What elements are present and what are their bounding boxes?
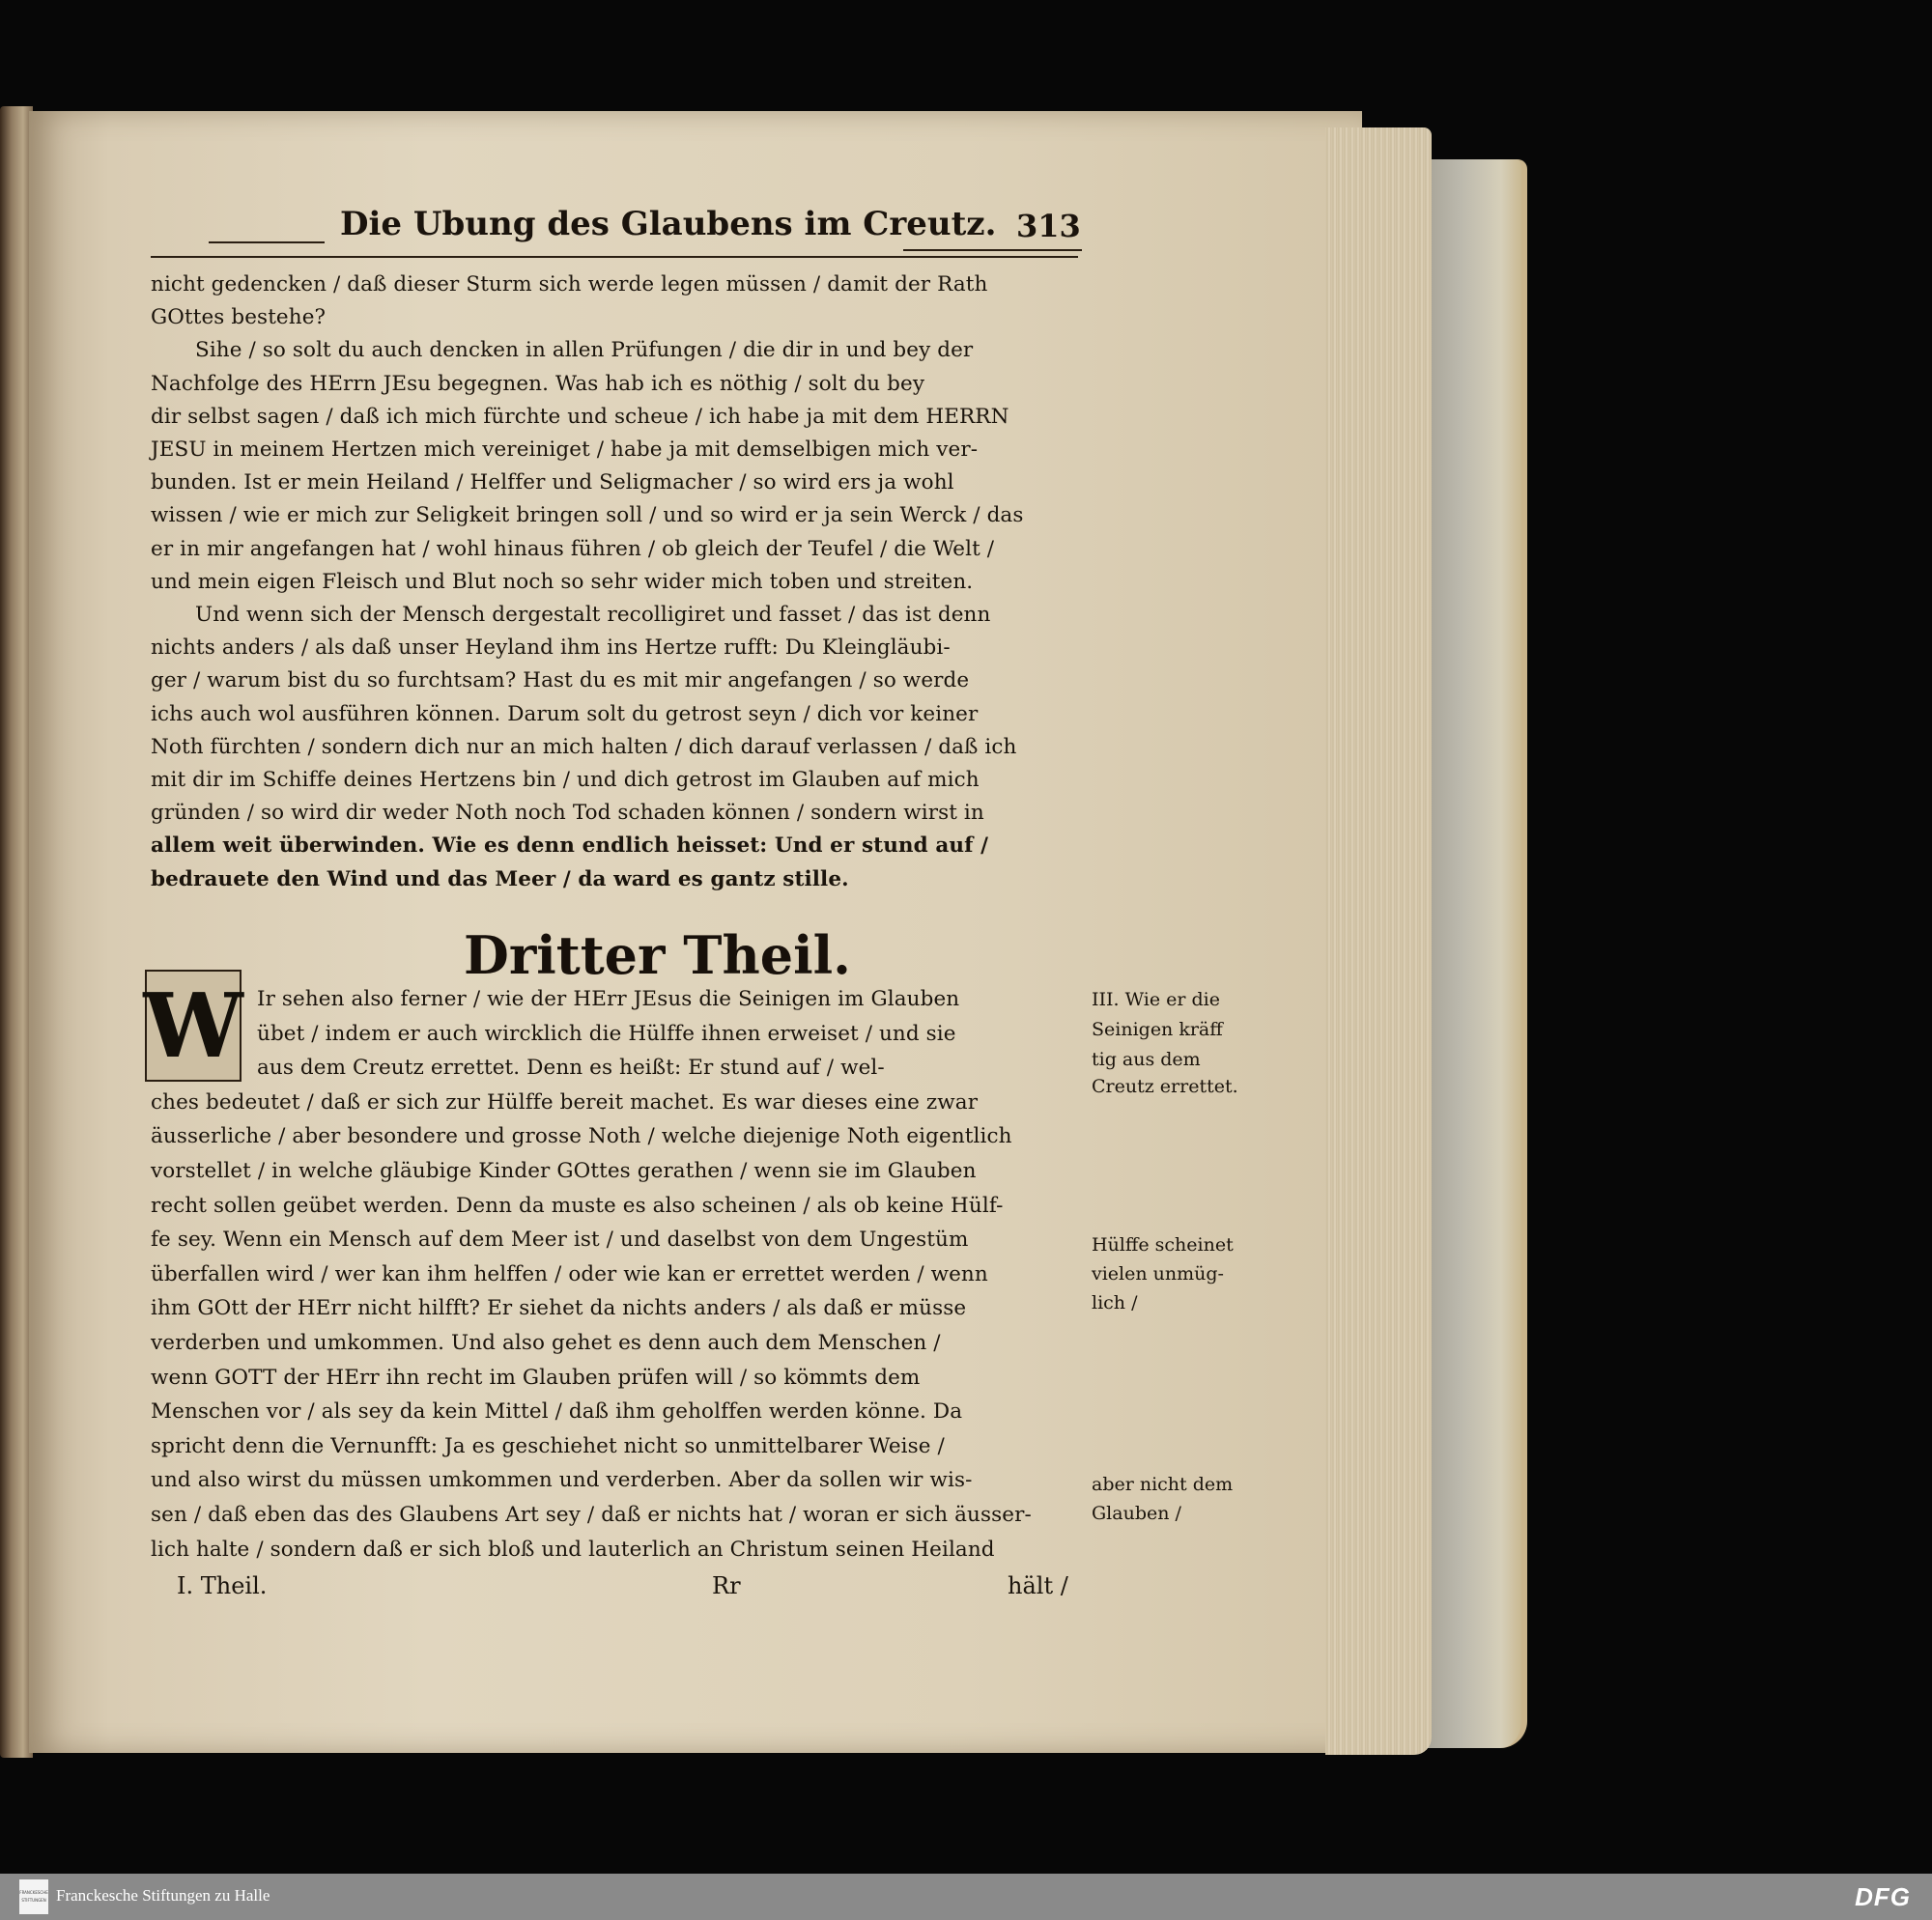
running-title: Die Ubung des Glaubens im Creutz. [340,205,997,243]
margin-note: tig aus dem [1092,1049,1201,1070]
margin-note: Creutz errettet. [1092,1076,1238,1097]
margin-note: III. Wie er die [1092,989,1220,1010]
section-line: verderben und umkommen. Und also gehet es denn auch dem Menschen / [151,1331,941,1355]
header-rule-left [209,241,325,243]
body-line: Sihe / so solt du auch dencken in allen Prüfungen / die dir in und bey der [195,338,974,363]
margin-note: aber nicht dem [1092,1474,1234,1495]
margin-note: lich / [1092,1292,1138,1313]
header-rule-right [903,249,1082,251]
page-block-side [1420,159,1527,1748]
institution-name[interactable]: Franckesche Stiftungen zu Halle [56,1886,270,1905]
margin-note: Glauben / [1092,1503,1181,1524]
section-line: vorstellet / in welche gläubige Kinder GOttes gerathen / wenn sie im Glauben [151,1159,977,1183]
section-line: überfallen wird / wer kan ihm helffen / oder wie kan er errettet werden / wenn [151,1261,988,1286]
body-line: mit dir im Schiffe deines Hertzens bin / und dich getrost im Glauben auf mich [151,768,980,792]
section-line: recht sollen geübet werden. Denn da muste es also scheinen / als ob keine Hülf- [151,1193,1004,1218]
margin-note: Hülffe scheinet [1092,1234,1234,1256]
body-line: ichs auch wol ausführen können. Darum solt du getrost seyn / dich vor keiner [151,701,979,726]
section-line: ches bedeutet / daß er sich zur Hülffe bereit machet. Es war dieses eine zwar [151,1089,979,1115]
section-line: äusserliche / aber besondere und grosse Noth / welche diejenige Noth eigentlich [151,1124,1012,1149]
section-heading: Dritter Theil. [464,924,851,986]
body-line: bedrauete den Wind und das Meer / da ward es gantz stille. [151,866,849,891]
section-line: Menschen vor / als sey da kein Mittel / daß ihm geholffen werden könne. Da [151,1399,963,1425]
section-line: fe sey. Wenn ein Mensch auf dem Meer ist / und daselbst von dem Ungestüm [151,1228,969,1253]
body-line: Noth fürchten / sondern dich nur an mich halten / dich darauf verlassen / daß ich [151,734,1017,759]
body-line: nicht gedencken / daß dieser Sturm sich werde legen müssen / damit der Rath [151,272,988,296]
section-line: lich halte / sondern daß er sich bloß und lauterlich an Christum seinen Heiland [151,1537,995,1562]
body-line: Und wenn sich der Mensch dergestalt recolligiret und fasset / das ist denn [195,603,991,627]
section-line: ihm GOtt der HErr nicht hilfft? Er siehet da nichts anders / als daß er müsse [151,1296,967,1321]
drop-cap: W [145,970,242,1082]
section-line: und also wirst du müssen umkommen und verderben. Aber da sollen wir wis- [151,1468,973,1493]
section-line: sen / daß eben das des Glaubens Art sey / daß er nichts hat / woran er sich äusser- [151,1503,1032,1527]
section-line: Ir sehen also ferner / wie der HErr JEsus die Seinigen im Glauben [257,987,960,1011]
page-number: 313 [1016,208,1081,244]
margin-note: Seinigen kräff [1092,1019,1223,1040]
section-line: wenn GOTT der HErr ihn recht im Glauben prüfen will / so kömmts dem [151,1365,921,1390]
body-line: nichts anders / als daß unser Heyland ihm ins Hertze rufft: Du Kleingläubi- [151,635,951,661]
institution-logo [19,1879,48,1914]
left-page-edge [0,106,33,1758]
body-line: ger / warum bist du so furchtsam? Hast du es mit mir angefangen / so werde [151,668,970,693]
section-line: aus dem Creutz errettet. Denn es heißt: Er stund auf / wel- [257,1056,885,1081]
body-line: gründen / so wird dir weder Noth noch Tod schaden können / sondern wirst in [151,801,984,826]
section-line: spricht denn die Vernunfft: Ja es geschiehet nicht so unmittelbarer Weise / [151,1433,945,1458]
body-line: bunden. Ist er mein Heiland / Helffer und Seligmacher / so wird ers ja wohl [151,470,954,495]
body-line: und mein eigen Fleisch und Blut noch so sehr wider mich toben und streiten. [151,569,974,594]
footer-bar [0,1874,1932,1920]
logo-text-1: FRANCKESCHE [19,1890,48,1895]
body-line: dir selbst sagen / daß ich mich fürchte und scheue / ich habe ja mit dem HERRN [151,404,1009,429]
signature-mark: Rr [712,1572,741,1599]
body-line: er in mir angefangen hat / wohl hinaus führen / ob gleich der Teufel / die Welt / [151,536,995,561]
page-fore-edge [1325,127,1432,1755]
body-line: JESU in meinem Hertzen mich vereiniget / habe ja mit demselbigen mich ver- [151,438,979,462]
dfg-logo[interactable]: DFG [1855,1882,1911,1911]
body-line: wissen / wie er mich zur Seligkeit bringen soll / und so wird er ja sein Werck / das [151,503,1024,528]
logo-text-2: STIFTUNGEN [21,1898,46,1903]
body-line: Nachfolge des HErrn JEsu begegnen. Was hab ich es nöthig / solt du bey [151,371,925,396]
body-line: allem weit überwinden. Wie es denn endlich heisset: Und er stund auf / [151,833,989,859]
section-line: übet / indem er auch wircklich die Hülffe ihnen erweiset / und sie [257,1021,956,1046]
catchword: hält / [1008,1572,1068,1599]
margin-note: vielen unmüg- [1092,1263,1224,1285]
signature-part: I. Theil. [177,1572,268,1599]
body-line: GOttes bestehe? [151,305,327,330]
header-rule [151,256,1078,258]
